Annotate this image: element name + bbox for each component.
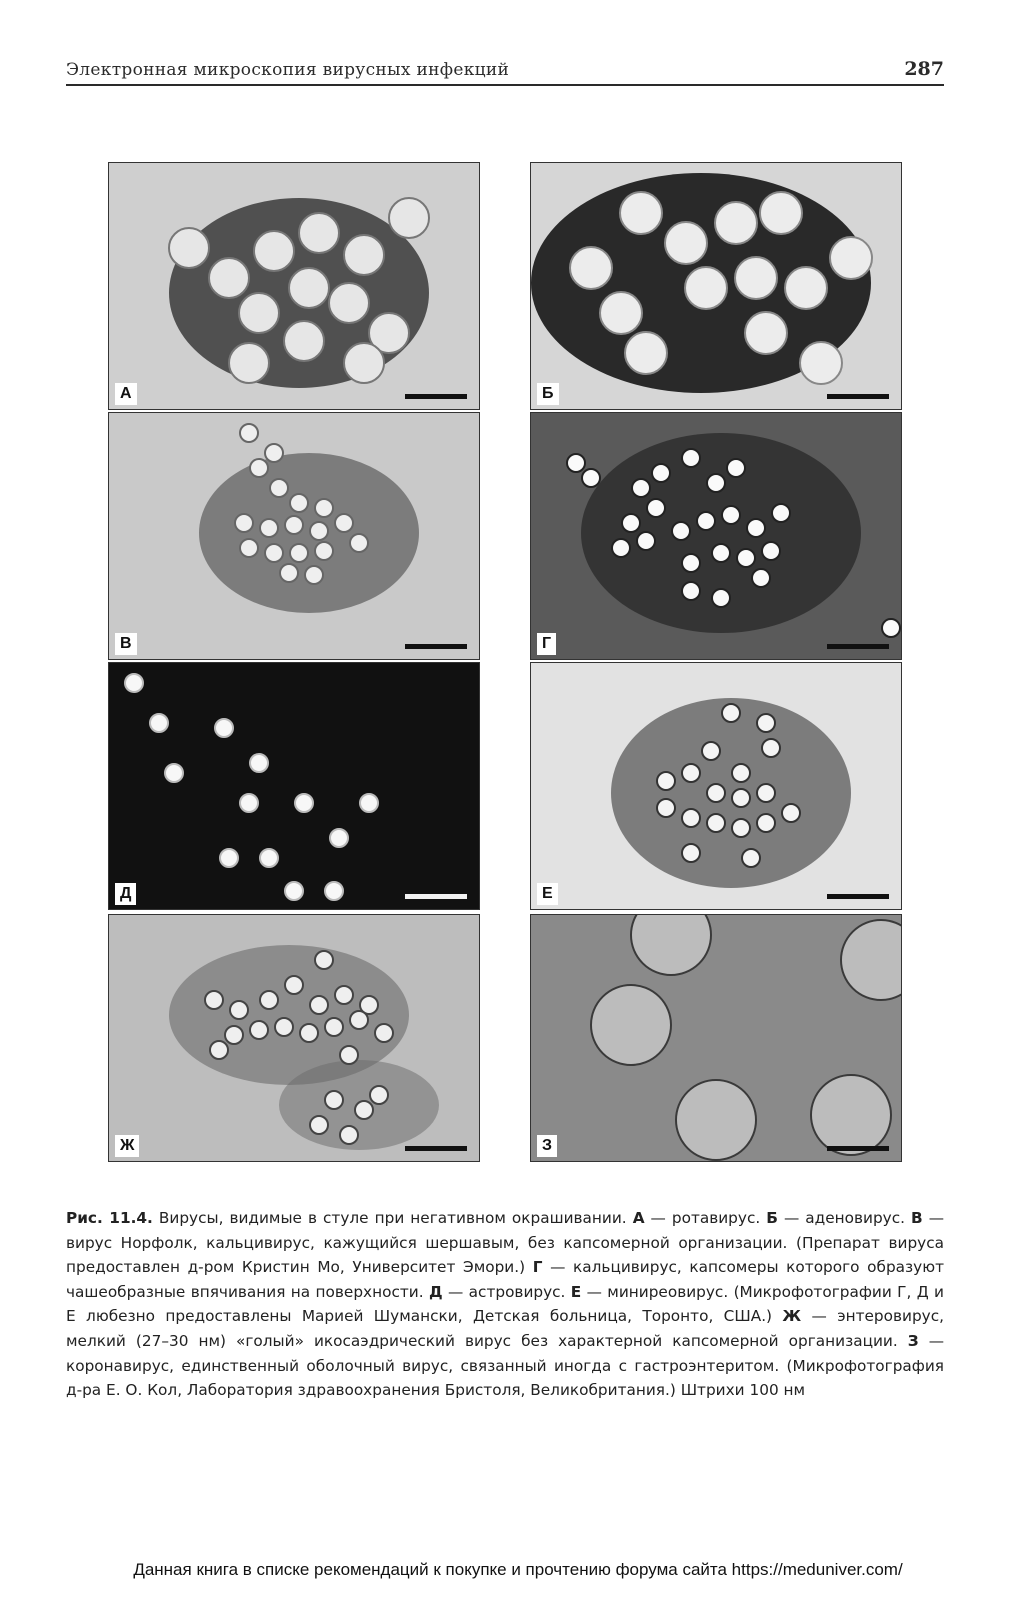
virus-particle <box>169 228 209 268</box>
virus-particle <box>707 474 725 492</box>
micrograph-b-image <box>531 163 902 410</box>
virus-particle <box>310 996 328 1014</box>
virus-particle <box>315 499 333 517</box>
footer-note: Данная книга в списке рекомендаций к покупке и прочтению форума сайта https://meduniver.com/ <box>133 1560 903 1579</box>
panel-label: З <box>537 1135 557 1157</box>
caption-text: — кальцивирус, капсомеры которого образуют чашеобразные впячивания на поверхности. <box>66 1258 944 1301</box>
virus-particle <box>727 459 745 477</box>
caption-letter: А <box>632 1209 645 1227</box>
caption-letter: В <box>911 1209 923 1227</box>
virus-particle <box>652 464 670 482</box>
virus-particle <box>329 283 369 323</box>
micrograph-d-image <box>109 663 480 910</box>
virus-particle <box>707 784 725 802</box>
virus-particle <box>735 257 777 299</box>
virus-particle <box>752 569 770 587</box>
micrograph-panel-e <box>530 662 902 910</box>
virus-particle <box>570 247 612 289</box>
virus-particle <box>715 202 757 244</box>
caption-text: — аденовирус. <box>777 1209 912 1227</box>
virus-particle <box>285 516 303 534</box>
virus-particle <box>742 849 760 867</box>
virus-particle <box>682 449 700 467</box>
scale-bar <box>405 894 467 899</box>
micrograph-panel-z <box>530 914 902 1162</box>
virus-particle <box>882 619 900 637</box>
virus-particle <box>702 742 720 760</box>
virus-particle <box>260 849 278 867</box>
virus-particle <box>215 719 233 737</box>
virus-particle <box>299 213 339 253</box>
scale-bar <box>405 644 467 649</box>
scale-bar <box>405 1146 467 1151</box>
virus-particle <box>647 499 665 517</box>
virus-particle <box>344 343 384 383</box>
virus-particle <box>260 991 278 1009</box>
virus-particle <box>210 1041 228 1059</box>
scale-bar <box>405 394 467 399</box>
caption-letter: Г <box>532 1258 543 1277</box>
caption-text: — коронавирус, единственный оболочный вирус, связанный иногда с гастроэнтеритом. (Микрофотография д-ра Е. О. Кол, Лаборатория здравоохранения Бристоля, Великобритания.) Штрихи 100 нм <box>66 1331 944 1400</box>
virus-particle <box>305 566 323 584</box>
virus-particle <box>265 544 283 562</box>
micrograph-z-image <box>531 915 902 1162</box>
virus-particle <box>360 794 378 812</box>
micrograph-panel-v <box>108 412 480 660</box>
virus-particle <box>125 674 143 692</box>
virus-particle <box>757 714 775 732</box>
panel-label: Ж <box>115 1135 139 1157</box>
virus-particle <box>697 512 715 530</box>
virus-particle <box>685 267 727 309</box>
virus-particle <box>620 192 662 234</box>
panel-label: Г <box>537 633 556 655</box>
virus-particle <box>325 1018 343 1036</box>
virus-particle <box>612 539 630 557</box>
scale-bar <box>827 1146 889 1151</box>
virus-particle <box>240 424 258 442</box>
virus-particle <box>370 1086 388 1104</box>
caption-letter: Е <box>570 1282 582 1301</box>
virus-particle <box>811 1075 891 1155</box>
virus-particle <box>310 522 328 540</box>
virus-particle <box>335 986 353 1004</box>
virus-particle <box>682 764 700 782</box>
virus-particle <box>745 312 787 354</box>
virus-particle <box>722 506 740 524</box>
micrograph-g-image <box>531 413 902 660</box>
virus-particle <box>682 844 700 862</box>
panel-label: Б <box>537 383 559 405</box>
virus-particle <box>205 991 223 1009</box>
caption-letter: Д <box>428 1282 443 1301</box>
virus-particle <box>600 292 642 334</box>
virus-particle <box>295 794 313 812</box>
caption-letter: Б <box>766 1209 778 1227</box>
running-header-title: Электронная микроскопия вирусных инфекций <box>66 60 510 80</box>
virus-particle <box>225 1026 243 1044</box>
micrograph-panel-g <box>530 412 902 660</box>
virus-particle <box>300 1024 318 1042</box>
virus-particle <box>737 549 755 567</box>
virus-particle <box>712 589 730 607</box>
virus-particle <box>325 882 343 900</box>
virus-particle <box>712 544 730 562</box>
virus-particle <box>707 814 725 832</box>
virus-particle <box>350 1011 368 1029</box>
virus-particle <box>582 469 600 487</box>
virus-particle <box>785 267 827 309</box>
caption-text: — ротавирус. <box>644 1209 767 1227</box>
virus-particle <box>355 1101 373 1119</box>
virus-particle <box>672 522 690 540</box>
virus-particle <box>280 564 298 582</box>
caption-text: — энтеровирус, мелкий (27–30 нм) «голый» икосаэдрический вирус без характерной капсомерной организации. <box>66 1307 944 1350</box>
virus-particle <box>250 1021 268 1039</box>
panel-label: В <box>115 633 137 655</box>
virus-particle <box>772 504 790 522</box>
virus-particle <box>350 534 368 552</box>
virus-particle <box>265 444 283 462</box>
virus-particle <box>762 739 780 757</box>
micrograph-panel-b <box>530 162 902 410</box>
caption-text: — вирус Норфолк, кальцивирус, кажущийся шершавым, без капсомерной организации. (Препарат вируса предоставлен д-ром Кристин Мо, Университет Эмори.) <box>66 1209 945 1277</box>
virus-particle <box>622 514 640 532</box>
virus-particle <box>285 976 303 994</box>
virus-particle <box>757 784 775 802</box>
virus-particle <box>757 814 775 832</box>
virus-particle <box>289 268 329 308</box>
caption-intro: Вирусы, видимые в стуле при негативном окрашивании. <box>152 1209 633 1227</box>
virus-particle <box>335 514 353 532</box>
virus-particle <box>567 454 585 472</box>
micrograph-panel-a <box>108 162 480 410</box>
virus-particle <box>250 459 268 477</box>
virus-particle <box>344 235 384 275</box>
virus-particle <box>310 1116 328 1134</box>
virus-particle <box>782 804 800 822</box>
virus-particle <box>632 479 650 497</box>
virus-particle <box>220 849 238 867</box>
virus-particle <box>682 809 700 827</box>
panel-label: Д <box>115 883 136 905</box>
caption-text: — астровирус. <box>442 1282 571 1301</box>
virus-particle <box>290 544 308 562</box>
virus-particle <box>637 532 655 550</box>
virus-particle <box>657 799 675 817</box>
virus-particle <box>254 231 294 271</box>
virus-particle <box>239 293 279 333</box>
figure-caption <box>66 1206 944 1403</box>
virus-particle <box>665 222 707 264</box>
virus-particle <box>340 1046 358 1064</box>
virus-particle <box>230 1001 248 1019</box>
scale-bar <box>827 894 889 899</box>
virus-particle <box>315 951 333 969</box>
micrograph-zh-image <box>109 915 480 1162</box>
figure-number: Рис. 11.4. <box>66 1209 153 1227</box>
virus-particle <box>682 554 700 572</box>
virus-particle <box>747 519 765 537</box>
virus-particle <box>732 764 750 782</box>
virus-particle <box>270 479 288 497</box>
virus-particle <box>165 764 183 782</box>
virus-particle <box>260 519 278 537</box>
micrograph-panel-zh <box>108 914 480 1162</box>
virus-particle <box>284 321 324 361</box>
virus-particle <box>330 829 348 847</box>
panel-label: А <box>115 383 137 405</box>
virus-particle <box>389 198 429 238</box>
virus-particle <box>285 882 303 900</box>
scale-bar <box>827 644 889 649</box>
virus-particle <box>275 1018 293 1036</box>
running-header <box>66 58 944 86</box>
virus-particle <box>657 772 675 790</box>
micrograph-e-image <box>531 663 902 910</box>
scale-bar <box>827 394 889 399</box>
virus-particle <box>732 819 750 837</box>
virus-particle <box>250 754 268 772</box>
virus-particle <box>722 704 740 722</box>
virus-particle <box>235 514 253 532</box>
virus-particle <box>682 582 700 600</box>
caption-text: — миниреовирус. (Микрофотографии Г, Д и Е любезно предоставлены Марией Шумански, Детская больница, Торонто, США.) <box>66 1282 944 1326</box>
virus-particle <box>229 343 269 383</box>
virus-particle <box>732 789 750 807</box>
virus-particle <box>325 1091 343 1109</box>
caption-letter: З <box>907 1331 919 1350</box>
virus-particle <box>240 794 258 812</box>
virus-particle <box>290 494 308 512</box>
panel-label: Е <box>537 883 558 905</box>
micrograph-v-image <box>109 413 480 660</box>
virus-particle <box>150 714 168 732</box>
virus-particle <box>625 332 667 374</box>
virus-particle <box>315 542 333 560</box>
virus-particle <box>209 258 249 298</box>
virus-particle <box>760 192 802 234</box>
virus-particle <box>340 1126 358 1144</box>
caption-letter: Ж <box>782 1307 802 1326</box>
page-number: 287 <box>904 58 944 80</box>
virus-particle <box>240 539 258 557</box>
virus-particle <box>762 542 780 560</box>
virus-particle <box>830 237 872 279</box>
virus-particle <box>375 1024 393 1042</box>
virus-particle <box>591 985 671 1065</box>
micrograph-a-image <box>109 163 480 410</box>
virus-particle <box>800 342 842 384</box>
micrograph-panel-d <box>108 662 480 910</box>
virus-particle <box>676 1080 756 1160</box>
